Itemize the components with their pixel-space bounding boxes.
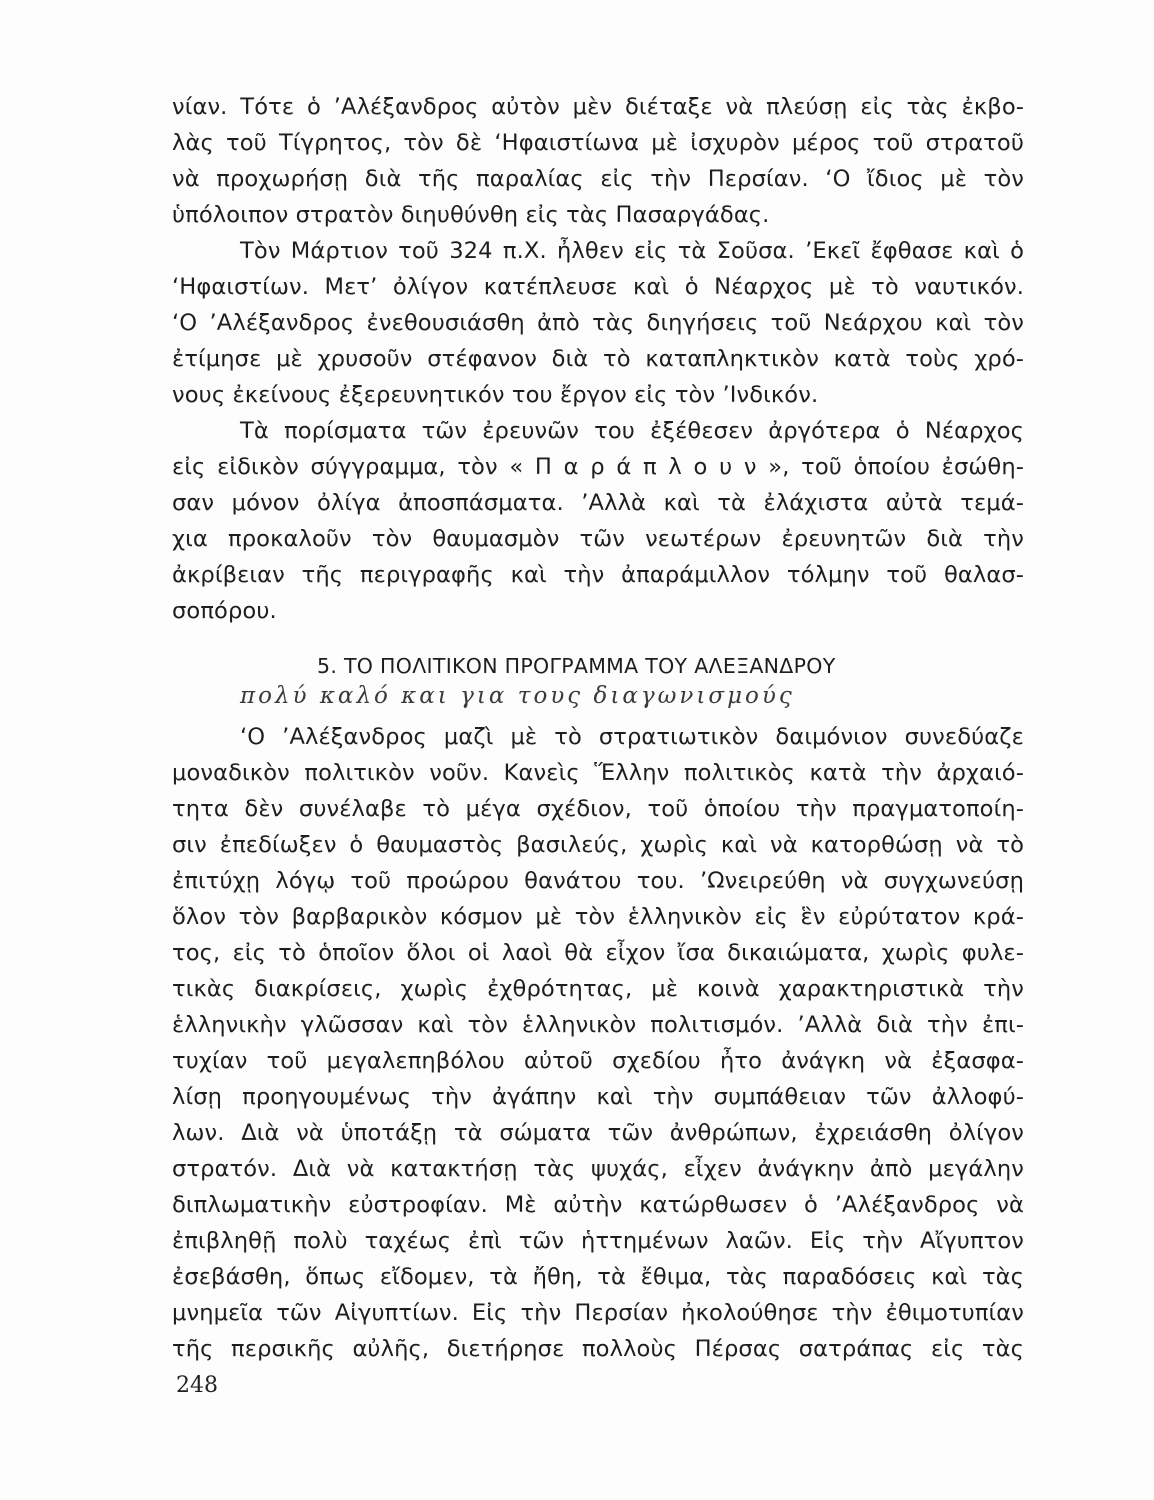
text-line: ἑλληνικὴν γλῶσσαν καὶ τὸν ἑλληνικὸν πολιτισμόν. ’Αλλὰ διὰ τὴν ἐπι- — [172, 1012, 1024, 1038]
text-line: σιν ἐπεδίωξεν ὁ θαυμαστὸς βασιλεύς, χωρὶς καὶ νὰ κατορθώσῃ νὰ τὸ — [172, 832, 1024, 858]
text-line: μνημεῖα τῶν Αἰγυπτίων. Εἰς τὴν Περσίαν ἠκολούθησε τὴν ἐθιμοτυπίαν — [172, 1300, 1024, 1326]
text-line: ἐπιβληθῇ πολὺ ταχέως ἐπὶ τῶν ἡττημένων λαῶν. Εἰς τὴν Αἴγυπτον — [172, 1228, 1024, 1254]
text-line: νους ἐκείνους ἐξερευνητικόν του ἔργον εἰς τὸν ’Ινδικόν. — [172, 382, 819, 408]
text-line: ὑπόλοιπον στρατὸν διηυθύνθη εἰς τὰς Πασαργάδας. — [172, 202, 770, 228]
text-line: ἀκρίβειαν τῆς περιγραφῆς καὶ τὴν ἀπαράμιλλον τόλμην τοῦ θαλασ- — [172, 562, 1024, 588]
text-line: τητα δὲν συνέλαβε τὸ μέγα σχέδιον, τοῦ ὁποίου τὴν πραγματοποίη- — [172, 796, 1024, 822]
handwritten-note: πολύ καλό και για τους διαγωνισμούς — [240, 683, 795, 709]
page-number: 248 — [176, 1373, 218, 1398]
text-line: λὰς τοῦ Τίγρητος, τὸν δὲ ‘Ηφαιστίωνα μὲ ἰσχυρὸν μέρος τοῦ στρατοῦ — [172, 130, 1024, 156]
text-line: ‘Ηφαιστίων. Μετ’ ὀλίγον κατέπλευσε καὶ ὁ Νέαρχος μὲ τὸ ναυτικόν. — [172, 274, 1024, 300]
text-line: λων. Διὰ νὰ ὑποτάξῃ τὰ σώματα τῶν ἀνθρώπων, ἐχρειάσθη ὀλίγον — [172, 1120, 1024, 1146]
text-line: τικὰς διακρίσεις, χωρὶς ἐχθρότητας, μὲ κοινὰ χαρακτηριστικὰ τὴν — [172, 976, 1024, 1002]
text-line: Τὸν Μάρτιον τοῦ 324 π.Χ. ἦλθεν εἰς τὰ Σοῦσα. ’Εκεῖ ἔφθασε καὶ ὁ — [240, 238, 1024, 264]
text-line: Τὰ πορίσματα τῶν ἐρευνῶν του ἐξέθεσεν ἀργότερα ὁ Νέαρχος — [240, 418, 1024, 444]
text-line: νὰ προχωρήσῃ διὰ τῆς παραλίας εἰς τὴν Περσίαν. ‘Ο ἴδιος μὲ τὸν — [172, 166, 1024, 192]
text-line: σοπόρου. — [172, 598, 277, 624]
text-line: ἐπιτύχῃ λόγῳ τοῦ προώρου θανάτου του. ’Ωνειρεύθη νὰ συγχωνεύσῃ — [172, 868, 1024, 894]
text-line: ‘Ο ’Αλέξανδρος ἐνεθουσιάσθη ἀπὸ τὰς διηγήσεις τοῦ Νεάρχου καὶ τὸν — [172, 310, 1024, 336]
text-line: στρατόν. Διὰ νὰ κατακτήσῃ τὰς ψυχάς, εἶχεν ἀνάγκην ἀπὸ μεγάλην — [172, 1156, 1024, 1182]
text-line: λίσῃ προηγουμένως τὴν ἀγάπην καὶ τὴν συμπάθειαν τῶν ἀλλοφύ- — [172, 1084, 1024, 1110]
text-line: σαν μόνον ὀλίγα ἀποσπάσματα. ’Αλλὰ καὶ τὰ ἐλάχιστα αὐτὰ τεμά- — [172, 490, 1024, 516]
section-heading: 5. ΤΟ ΠΟΛΙΤΙΚΟΝ ΠΡΟΓΡΑΜΜΑ ΤΟΥ ΑΛΕΞΑΝΔΡΟΥ — [317, 654, 836, 678]
text-line: ἐτίμησε μὲ χρυσοῦν στέφανον διὰ τὸ καταπληκτικὸν κατὰ τοὺς χρό- — [172, 346, 1024, 372]
text-line: εἰς εἰδικὸν σύγγραμμα, τὸν « Π α ρ ά π λ ο υ ν », τοῦ ὁποίου ἐσώθη- — [172, 454, 1024, 480]
text-line: μοναδικὸν πολιτικὸν νοῦν. Κανεὶς Ἕλλην πολιτικὸς κατὰ τὴν ἀρχαιό- — [172, 760, 1024, 786]
text-line: ‘Ο ’Αλέξανδρος μαζὶ μὲ τὸ στρατιωτικὸν δαιμόνιον συνεδύαζε — [240, 724, 1024, 750]
text-line: τος, εἰς τὸ ὁποῖον ὅλοι οἱ λαοὶ θὰ εἶχον ἴσα δικαιώματα, χωρὶς φυλε- — [172, 940, 1024, 966]
text-line: χια προκαλοῦν τὸν θαυμασμὸν τῶν νεωτέρων ἐρευνητῶν διὰ τὴν — [172, 526, 1024, 552]
text-line: ἐσεβάσθη, ὅπως εἴδομεν, τὰ ἤθη, τὰ ἔθιμα, τὰς παραδόσεις καὶ τὰς — [172, 1264, 1024, 1290]
text-line: νίαν. Τότε ὁ ’Αλέξανδρος αὐτὸν μὲν διέταξε νὰ πλεύσῃ εἰς τὰς ἐκβο- — [172, 94, 1024, 120]
text-line: ὅλον τὸν βαρβαρικὸν κόσμον μὲ τὸν ἑλληνικὸν εἰς ἓν εὐρύτατον κρά- — [172, 904, 1024, 930]
text-line: τῆς περσικῆς αὐλῆς, διετήρησε πολλοὺς Πέρσας σατράπας εἰς τὰς — [172, 1336, 1024, 1362]
text-line: διπλωματικὴν εὐστροφίαν. Μὲ αὐτὴν κατώρθωσεν ὁ ’Αλέξανδρος νὰ — [172, 1192, 1024, 1218]
text-line: τυχίαν τοῦ μεγαλεπηβόλου αὐτοῦ σχεδίου ἦτο ἀνάγκη νὰ ἐξασφα- — [172, 1048, 1024, 1074]
